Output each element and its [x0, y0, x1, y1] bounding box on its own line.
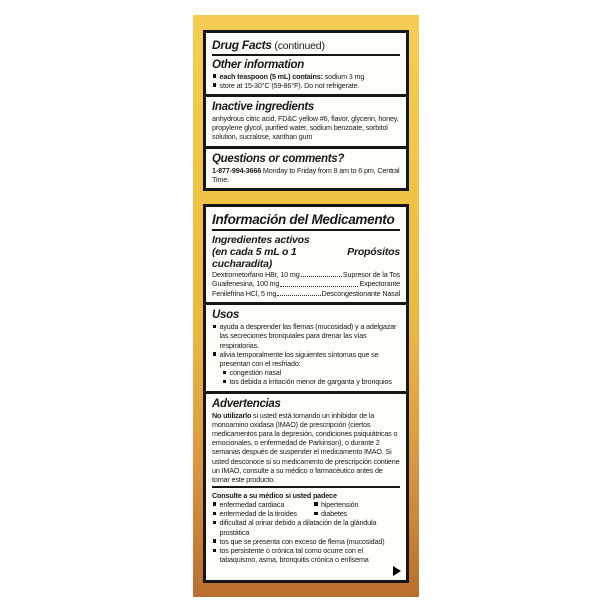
ingredient-name: Fenilefrina HCl, 5 mg: [212, 288, 277, 298]
ingredientes-activos-heading: Ingredientes activos: [212, 233, 310, 246]
symptom-text: congestión nasal: [229, 368, 282, 378]
list-item: [212, 500, 314, 509]
list-item-text: [220, 72, 365, 81]
active-ingredient-row: [212, 279, 400, 288]
phone-number: 1-877-994-3666: [212, 165, 262, 175]
active-ingredient-row: [212, 270, 400, 279]
usos-list: [212, 322, 400, 386]
drug-facts-es-panel: [203, 204, 409, 583]
bullet-square-icon: [213, 521, 217, 525]
list-item: [212, 537, 400, 546]
subsection-divider: [212, 486, 400, 488]
inactive-ingredients-text: anhydrous citric acid, FD&C yellow #6, flavor, glycerin, honey, propylene glycol, purified water, sodium benzoate, sorbitol solution, sucralose, xanthan gum: [212, 113, 399, 142]
bullet-square-icon: [213, 502, 217, 506]
list-item: [212, 322, 400, 350]
use-text: ayuda a desprender las flemas (mucosidad) y a adelgazar las secreciones bronquiales para drenar las vías respiratorias.: [219, 322, 397, 350]
list-item-sub: [212, 368, 400, 377]
usos-heading: Usos: [212, 309, 239, 322]
active-ingredient-row: [212, 289, 400, 298]
section-usos: [206, 305, 406, 390]
questions-text: [212, 166, 400, 184]
conditions-two-column-list: [212, 500, 400, 518]
teaspoon-contains-bold: each teaspoon (5 mL) contains:: [219, 71, 323, 81]
bullet-square-icon: [213, 512, 217, 516]
bullet-square-icon: [213, 539, 217, 543]
list-item-sub: [212, 377, 400, 386]
ingredient-purpose: Supresor de la Tos: [342, 269, 400, 279]
inactive-ingredients-heading: Inactive ingredients: [212, 100, 315, 113]
ingredient-name: Guaifenesina, 100 mg: [212, 279, 280, 289]
bullet-square-icon: [314, 512, 318, 516]
section-inactive-ingredients: [206, 97, 406, 146]
condition-text: enfermedad cardiaca: [219, 499, 285, 509]
ingredient-name: Dextrometorfano HBr, 10 mg: [212, 269, 300, 279]
phone-hours: Monday to Friday from 8 am to 6 pm, Central Time.: [212, 165, 400, 184]
conditions-full-width-list: [212, 518, 400, 564]
ask-doctor-heading: Consulte a su médico si usted padece: [212, 490, 337, 500]
other-information-heading: Other information: [212, 58, 305, 71]
questions-heading: Questions or comments?: [212, 152, 345, 165]
list-item: [212, 81, 400, 90]
warning-lead-bold: No utilizarlo: [212, 410, 252, 420]
bullet-square-icon: [213, 352, 217, 356]
list-item: [212, 350, 400, 368]
section-advertencias: [206, 394, 406, 581]
list-item: [212, 518, 400, 536]
use-text: alivia temporalmente los siguientes síntomas que se presentan con el resfriado:: [219, 349, 379, 368]
section-title-other-info: [206, 33, 406, 94]
drug-facts-title-text: Drug Facts: [212, 38, 272, 52]
ingredient-purpose: Descongestionante Nasal: [321, 288, 400, 298]
title-divider: [212, 229, 400, 231]
title-divider: [212, 54, 400, 56]
list-item: [314, 500, 400, 509]
condition-text: diabetes: [321, 509, 347, 519]
list-item: [212, 509, 314, 518]
drug-facts-continued-text: (continued): [271, 40, 325, 52]
condition-text: tos que se presenta con exceso de flema (mucosidad): [219, 536, 385, 546]
storage-instructions: store at 15-30°C (59-86°F). Do not refrigerate.: [219, 80, 360, 90]
dot-leader: [301, 270, 342, 277]
list-item: [212, 546, 400, 564]
bullet-square-icon: [213, 74, 217, 78]
bullet-square-icon: [223, 380, 227, 384]
condition-text: enfermedad de la tiroides: [219, 509, 297, 519]
bullet-square-icon: [213, 325, 217, 329]
continue-arrow-icon: [393, 566, 401, 576]
spacer: [212, 564, 400, 576]
ingredient-purpose: Expectorante: [359, 279, 400, 289]
warnings-paragraph: [212, 411, 400, 485]
condition-text: tos persistente o crónica tal como ocurre con el tabaquismo, asma, bronquitis crónica o enfisema: [219, 545, 369, 565]
condition-text: hipertensión: [321, 499, 359, 509]
drug-facts-label: [193, 15, 419, 597]
advertencias-heading: Advertencias: [212, 397, 281, 410]
purpose-label: Propósitos: [347, 245, 400, 258]
other-information-list: [212, 72, 400, 90]
drug-facts-en-panel: [203, 30, 409, 191]
drug-facts-title: [212, 36, 400, 52]
bullet-square-icon: [223, 371, 227, 375]
condition-text: dificultad al orinar debido a dilatación de la glándula prostática: [219, 518, 377, 537]
symptom-text: tos debida a irritación menor de garganta y bronquios: [229, 377, 392, 387]
bullet-square-icon: [314, 502, 318, 506]
bullet-square-icon: [213, 549, 217, 553]
section-questions: [206, 149, 406, 188]
dose-purpose-line: [212, 246, 400, 270]
per-dose-text: (en cada 5 mL o 1 cucharadita): [212, 245, 297, 270]
informacion-title: Información del Medicamento: [212, 211, 395, 227]
warning-text: si usted está tomando un inhibidor de la monoamino oxidasa (IMAO) de prescripción (ciertos medicamentos para la depresión, condiciones psiquiátricas o emocionales, o enfermedad de Parkinson), o durante 2 semanas después de suspender el medicamento IMAO. Si usted desconoce si su medicamento de prescripción contiene un IMAO, consulte a su médico o farmacéutico antes de tomar este producto.: [212, 410, 400, 484]
list-item: [314, 509, 400, 518]
bullet-square-icon: [213, 83, 217, 87]
list-item: [212, 72, 400, 81]
dot-leader: [277, 289, 320, 296]
section-actives-es: [206, 207, 406, 302]
sodium-value: sodium 3 mg: [322, 71, 365, 81]
dot-leader: [280, 279, 358, 286]
